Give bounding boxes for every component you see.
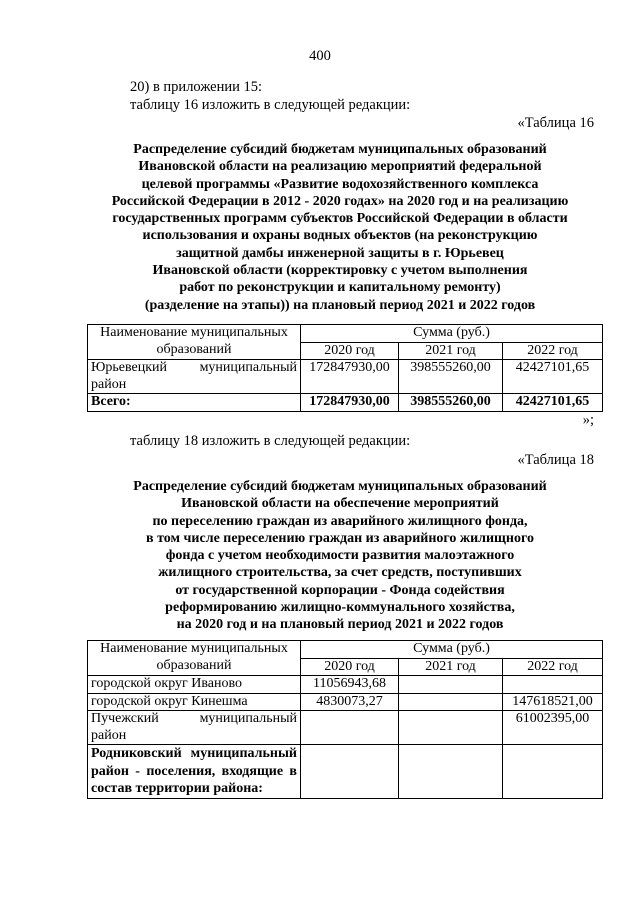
- table-row: [88, 360, 603, 394]
- table18-heading: [80, 478, 600, 634]
- table18-heading-line: реформированию жилищно-коммунального хозяйства,: [165, 600, 515, 616]
- table18-label: «Таблица 18: [517, 452, 594, 468]
- value-2021: 398555260,00: [399, 360, 503, 394]
- table18-heading-line: от государственной корпорации - Фонда содействия: [175, 582, 505, 598]
- table-header-row: [88, 641, 603, 659]
- intro-line-1: 20) в приложении 15:: [130, 79, 263, 95]
- table-total-row: [88, 394, 603, 412]
- total-2022: 42427101,65: [503, 394, 603, 412]
- column-header-year: 2021 год: [399, 658, 503, 676]
- municipality-name: Пучежский муниципальный район: [88, 711, 301, 745]
- table18-heading-line: на 2020 год и на плановый период 2021 и 2022 годов: [176, 617, 504, 633]
- table-header-row: [88, 325, 603, 343]
- table16-heading-line: Распределение субсидий бюджетам муниципальных образований: [133, 142, 547, 157]
- page-number: 400: [309, 48, 331, 64]
- value-2022: [503, 745, 603, 799]
- table16-heading-line: Российской Федерации в 2012 - 2020 годах» на 2020 год и на реализацию: [111, 193, 569, 209]
- value-2021: [399, 693, 503, 711]
- column-header-year: 2020 год: [301, 342, 399, 360]
- table-row: [88, 676, 603, 694]
- column-header-year: 2021 год: [399, 342, 503, 360]
- value-2020: 172847930,00: [301, 360, 399, 394]
- value-2022: 42427101,65: [503, 360, 603, 394]
- table18-heading-line: Распределение субсидий бюджетам муниципальных образований: [133, 479, 547, 494]
- total-label: Всего:: [88, 394, 301, 412]
- table16-heading-line: целевой программы «Развитие водохозяйственного комплекса: [141, 176, 539, 192]
- value-2020: 11056943,68: [301, 676, 399, 694]
- table16-label: «Таблица 16: [517, 115, 594, 131]
- municipality-name: Юрьевецкий муниципальный район: [88, 360, 301, 394]
- table18-heading-line: Ивановской области на обеспечение мероприятий: [181, 496, 499, 512]
- column-header-sum: Сумма (руб.): [301, 641, 603, 659]
- table16-heading-line: (разделение на этапы)) на плановый период 2021 и 2022 годов: [144, 297, 536, 313]
- value-2021: [399, 745, 503, 799]
- column-header-name: Наименование муниципальных образований: [88, 325, 301, 360]
- value-2021: [399, 676, 503, 694]
- table16-heading-line: использования и охраны водных объектов (на реконструкцию: [142, 228, 538, 244]
- table16-heading-line: государственных программ субъектов Российской Федерации в области: [112, 211, 568, 227]
- table18-intro: таблицу 18 изложить в следующей редакции:: [130, 433, 411, 449]
- total-2020: 172847930,00: [301, 394, 399, 412]
- column-header-year: 2020 год: [301, 658, 399, 676]
- value-2021: [399, 711, 503, 745]
- intro-line-2: таблицу 16 изложить в следующей редакции:: [130, 97, 411, 113]
- table-row: [88, 745, 603, 799]
- table16: [87, 324, 603, 412]
- value-2020: [301, 745, 399, 799]
- total-2021: 398555260,00: [399, 394, 503, 412]
- value-2020: 4830073,27: [301, 693, 399, 711]
- table-row: [88, 711, 603, 745]
- value-2022: 61002395,00: [503, 711, 603, 745]
- table16-heading-line: защитной дамбы инженерной защиты в г. Юрьевец: [176, 245, 504, 261]
- table18-heading-line: жилищного строительства, за счет средств, поступивших: [158, 565, 522, 581]
- municipality-name: городской округ Иваново: [88, 676, 301, 694]
- table18: [87, 640, 603, 799]
- municipality-name: городской округ Кинешма: [88, 693, 301, 711]
- value-2020: [301, 711, 399, 745]
- table-row: [88, 693, 603, 711]
- table16-heading-line: Ивановской области (корректировку с учетом выполнения: [152, 263, 528, 279]
- table16-heading-line: работ по реконструкции и капитальному ремонту): [179, 280, 501, 296]
- value-2022: [503, 676, 603, 694]
- table18-heading-line: по переселению граждан из аварийного жилищного фонда,: [152, 513, 528, 529]
- column-header-year: 2022 год: [503, 658, 603, 676]
- column-header-sum: Сумма (руб.): [301, 325, 603, 343]
- value-2022: 147618521,00: [503, 693, 603, 711]
- table16-heading: [80, 141, 600, 314]
- table18-heading-line: фонда с учетом необходимости развития малоэтажного: [165, 548, 515, 564]
- table18-heading-line: в том числе переселению граждан из аварийного жилищного: [146, 530, 534, 546]
- column-header-name: Наименование муниципальных образований: [88, 641, 301, 676]
- column-header-year: 2022 год: [503, 342, 603, 360]
- table16-closing-quote: »;: [582, 412, 594, 428]
- municipality-name: Родниковский муниципальный район - поселения, входящие в состав территории района:: [88, 745, 301, 799]
- table16-heading-line: Ивановской области на реализацию мероприятий федеральной: [138, 159, 542, 175]
